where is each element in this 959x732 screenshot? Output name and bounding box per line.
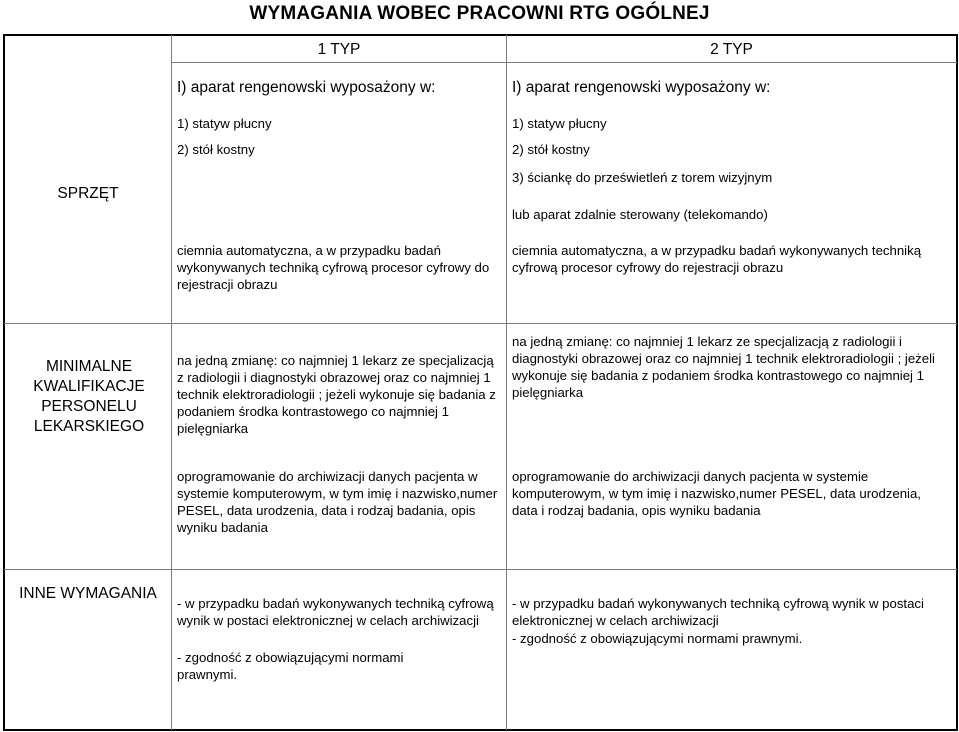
- equipment-type1-intro: I) aparat rengenowski wyposażony w:: [177, 79, 436, 96]
- grid-line: [506, 35, 507, 730]
- column-header-type1: 1 TYP: [317, 41, 361, 58]
- grid-line: [171, 62, 957, 63]
- grid-line: [4, 323, 957, 324]
- grid-line: [4, 569, 957, 570]
- column-header-type2: 2 TYP: [710, 41, 753, 58]
- equipment-type2-alternative: lub aparat zdalnie sterowany (telekomando): [512, 207, 768, 222]
- page-title: WYMAGANIA WOBEC PRACOWNI RTG OGÓLNEJ: [249, 3, 710, 24]
- equipment-type2-darkroom: ciemnia automatyczna, a w przypadku badań wykonywanych techniką cyfrową procesor cyfrowy do rejestracji obrazu: [512, 243, 922, 275]
- equipment-type2-item2: 2) stół kostny: [512, 142, 590, 157]
- row-label-staff: MINIMALNE KWALIFIKACJE PERSONELU LEKARSKIEGO: [33, 358, 145, 435]
- equipment-type2-item3: 3) ściankę do prześwietleń z torem wizyjnym: [512, 170, 773, 185]
- other-type2-digital: - w przypadku badań wykonywanych techniką cyfrową wynik w postaci elektronicznej w celach archiwizacji: [512, 596, 924, 628]
- other-type2-legal: - zgodność z obowiązującymi normami prawnymi.: [512, 631, 803, 646]
- equipment-type2-intro: I) aparat rengenowski wyposażony w:: [512, 79, 771, 96]
- staff-type2: na jedną zmianę: co najmniej 1 lekarz ze specjalizacją z radiologii i diagnostyki obrazowej oraz co najmniej 1 technik elektroradiologii ; jeżeli wykonuje się badania z podaniem środka kontrastowego co najmniej 1 pielęgniarka: [512, 334, 935, 400]
- equipment-type1-item2: 2) stół kostny: [177, 142, 255, 157]
- row-label-equipment: SPRZĘT: [57, 184, 119, 202]
- row-label-other: INNE WYMAGANIA: [19, 585, 157, 602]
- software-type1: oprogramowanie do archiwizacji danych pacjenta w systemie komputerowym, w tym imię i nazwisko,numer PESEL, data urodzenia, data i rodzaj badania, opis wyniku badania: [177, 469, 498, 535]
- table-border-right: [956, 34, 958, 731]
- grid-line: [171, 35, 172, 730]
- table-border-bottom: [3, 729, 958, 731]
- software-type2: oprogramowanie do archiwizacji danych pacjenta w systemie komputerowym, w tym imię i nazwisko,numer PESEL, data urodzenia, data i rodzaj badania, opis wyniku badania: [512, 469, 921, 518]
- other-type1-digital: - w przypadku badań wykonywanych techniką cyfrową wynik w postaci elektronicznej w celach archiwizacji: [177, 596, 494, 628]
- staff-type1: na jedną zmianę: co najmniej 1 lekarz ze specjalizacją z radiologii i diagnostyki obrazowej oraz co najmniej 1 technik elektroradiologii ; jeżeli wykonuje się badania z podaniem środka kontrastowego co najmniej 1 pielęgniarka: [177, 353, 496, 436]
- other-type1-legal: - zgodność z obowiązującymi normami prawnymi.: [177, 650, 404, 682]
- equipment-type2-item1: 1) statyw płucny: [512, 116, 607, 131]
- table-border-top: [3, 34, 958, 36]
- equipment-type1-darkroom: ciemnia automatyczna, a w przypadku badań wykonywanych techniką cyfrową procesor cyfrowy do rejestracji obrazu: [177, 243, 490, 292]
- equipment-type1-item1: 1) statyw płucny: [177, 116, 272, 131]
